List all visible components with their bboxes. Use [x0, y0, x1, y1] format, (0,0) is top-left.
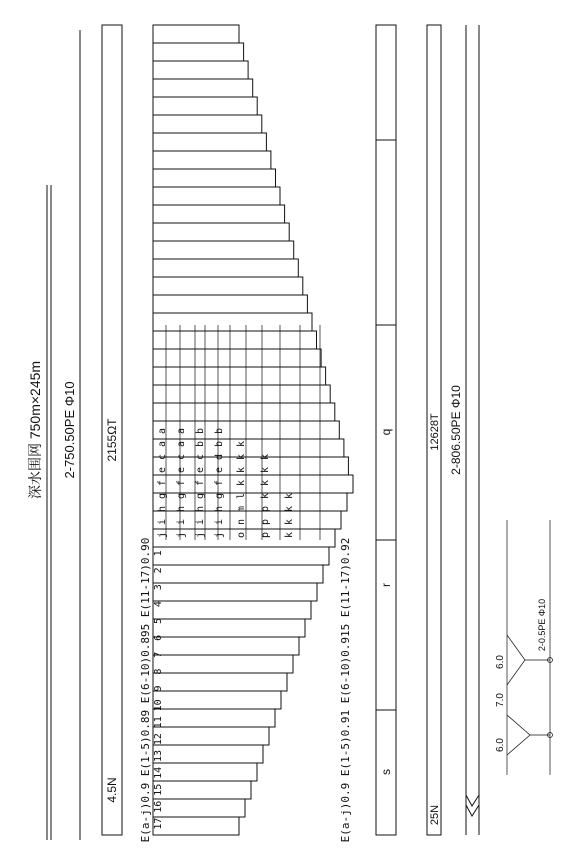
panel-letter: k — [284, 505, 295, 513]
net-panel-strip — [153, 691, 281, 712]
panel-number: 13 — [153, 749, 164, 763]
panel-number: 9 — [153, 685, 164, 692]
panel-number: 15 — [153, 783, 164, 796]
net-panel-strip — [153, 79, 253, 97]
net-panel-strip — [153, 331, 317, 349]
panel-number: 7 — [153, 651, 164, 658]
panel-letter: h — [176, 505, 187, 513]
net-panel-strip — [153, 565, 323, 583]
panel-letter: i — [176, 518, 187, 526]
panel-letter: a — [176, 440, 187, 448]
panel-letter: j — [176, 531, 187, 539]
panel-letter: f — [195, 479, 206, 487]
net-panel-strip — [153, 673, 287, 691]
net-panel-strip — [153, 43, 244, 61]
panel-letter: e — [176, 466, 187, 474]
net-panel-strip — [153, 187, 280, 205]
net-panel-strip — [153, 349, 321, 367]
panel-letter: k — [260, 466, 271, 474]
panel-letter: a — [157, 440, 168, 448]
panel-letter: l — [236, 492, 247, 500]
dim-label-2: 7.0 — [495, 693, 506, 707]
net-panel-strip — [153, 655, 293, 673]
sink-line-label: 25N — [429, 804, 441, 826]
panel-number: 11 — [153, 716, 164, 729]
panel-letter: g — [157, 492, 168, 500]
panel-number: 5 — [153, 617, 164, 625]
panel-letter: i — [157, 518, 168, 526]
panel-letter: b — [214, 440, 225, 448]
panel-letter: m — [236, 505, 247, 513]
net-panel-strip — [153, 583, 317, 601]
panel-number: 16 — [153, 800, 164, 813]
net-panel-strip — [153, 169, 276, 187]
column-labels-top: E(a-j)0.9 E(1-5)0.89 E(6-10)0.895 E(11-17)0.90 — [139, 537, 152, 843]
panel-letter: h — [214, 505, 225, 513]
net-panel-strip — [153, 205, 285, 223]
section-label-q: q — [379, 428, 393, 436]
net-panel-strip — [153, 151, 271, 169]
sink-line-bar — [427, 25, 441, 835]
panel-letter: f — [176, 479, 187, 487]
panel-number: 6 — [153, 634, 164, 641]
net-panels — [153, 25, 353, 835]
panel-number: 8 — [153, 668, 164, 675]
net-panel-strip — [153, 25, 239, 43]
section-label-r: r — [379, 583, 393, 587]
panel-letter: k — [260, 492, 271, 500]
panel-letter: n — [236, 518, 247, 526]
drawing-title: 深水围网 750m×245m — [27, 360, 43, 500]
panel-letter: k — [284, 518, 295, 526]
panel-letter: h — [195, 505, 206, 513]
panel-number: 4 — [153, 601, 164, 608]
panel-number: 10 — [153, 699, 164, 712]
panel-letter: b — [195, 427, 206, 435]
panel-letter: g — [195, 492, 206, 500]
net-panel-strip — [153, 259, 298, 277]
panel-letter: i — [195, 518, 206, 526]
panel-letter: k — [284, 492, 295, 500]
panel-letter: k — [236, 453, 247, 461]
panel-number: 14 — [153, 766, 164, 779]
float-weight-label: 2155ΩT — [105, 418, 119, 462]
panel-letter: o — [236, 531, 247, 539]
net-panel-strip — [153, 727, 269, 745]
panel-letter: e — [214, 466, 225, 474]
net-panel-strip — [153, 763, 257, 781]
panel-letter: h — [157, 505, 168, 513]
panel-letter: c — [176, 453, 187, 461]
panel-letter: k — [284, 531, 295, 539]
net-panel-strip — [153, 799, 245, 817]
net-panel-strip — [153, 385, 330, 403]
net-panel-strip — [153, 313, 312, 331]
panel-letter: g — [176, 492, 187, 500]
net-panel-strip — [153, 115, 262, 133]
net-panel-strip — [153, 277, 303, 295]
net-panel-strip — [153, 817, 239, 835]
panel-letter: k — [260, 453, 271, 461]
net-panel-strip — [153, 745, 263, 763]
net-panel-strip — [153, 295, 307, 313]
panel-letter: a — [157, 427, 168, 435]
net-spec-top: 2-750.50PE Φ10 — [62, 381, 77, 479]
panel-letter: g — [214, 492, 225, 500]
detail-sketch — [495, 520, 553, 775]
dim-label-3: 6.0 — [495, 738, 506, 752]
panel-letter: p — [260, 505, 271, 513]
panel-letter: d — [214, 453, 225, 461]
panel-letter: c — [195, 453, 206, 461]
float-line-label: 4.5N — [105, 777, 119, 803]
panel-letter: f — [214, 479, 225, 487]
net-panel-strip — [153, 619, 305, 637]
panel-letter: p — [260, 531, 271, 539]
panel-number: 2 — [153, 567, 164, 574]
net-panel-strip — [153, 709, 275, 727]
net-panel-strip — [153, 97, 257, 115]
float-line-bar — [102, 25, 122, 835]
section-bar — [376, 25, 396, 835]
net-panel-strip — [153, 601, 311, 619]
panel-letter: f — [157, 479, 168, 487]
panel-letter: c — [157, 453, 168, 461]
panel-letter: k — [236, 479, 247, 487]
panel-letter: e — [157, 466, 168, 474]
panel-number: 12 — [153, 733, 164, 746]
panel-number: 17 — [153, 817, 164, 830]
net-panel-strip — [153, 547, 329, 565]
panel-letter: i — [214, 518, 225, 526]
net-panel-strip — [153, 133, 266, 151]
panel-letter: j — [195, 531, 206, 539]
sink-weight-label: 12628T — [429, 413, 441, 451]
net-panel-strip — [153, 223, 289, 241]
bottom-hooks — [466, 795, 479, 816]
net-panel-strip — [153, 781, 251, 799]
panel-letter: k — [236, 466, 247, 474]
panel-number: 1 — [153, 550, 164, 557]
panel-letter: k — [236, 440, 247, 448]
panel-letter: j — [214, 531, 225, 539]
net-panel-strip — [153, 61, 248, 79]
section-label-s: s — [379, 769, 393, 775]
panel-letter: b — [195, 440, 206, 448]
net-spec-bottom: 2-806.50PE Φ10 — [449, 385, 463, 475]
panel-letter: p — [260, 518, 271, 526]
panel-letter: a — [176, 427, 187, 435]
column-labels-bottom: E(a-j)0.9 E(1-5)0.91 E(6-10)0.915 E(11-17)0.92 — [339, 537, 352, 843]
rope-label: 2-0.5PE Φ10 — [537, 598, 547, 652]
panel-number: 3 — [153, 584, 164, 591]
net-panel-strip — [153, 241, 294, 259]
dim-label-1: 6.0 — [495, 655, 506, 669]
panel-letter: b — [214, 427, 225, 435]
panel-letter: j — [157, 531, 168, 539]
right-lines — [466, 25, 479, 835]
panel-letter: e — [195, 466, 206, 474]
net-panel-strip — [153, 634, 299, 655]
panel-letter: k — [260, 479, 271, 487]
